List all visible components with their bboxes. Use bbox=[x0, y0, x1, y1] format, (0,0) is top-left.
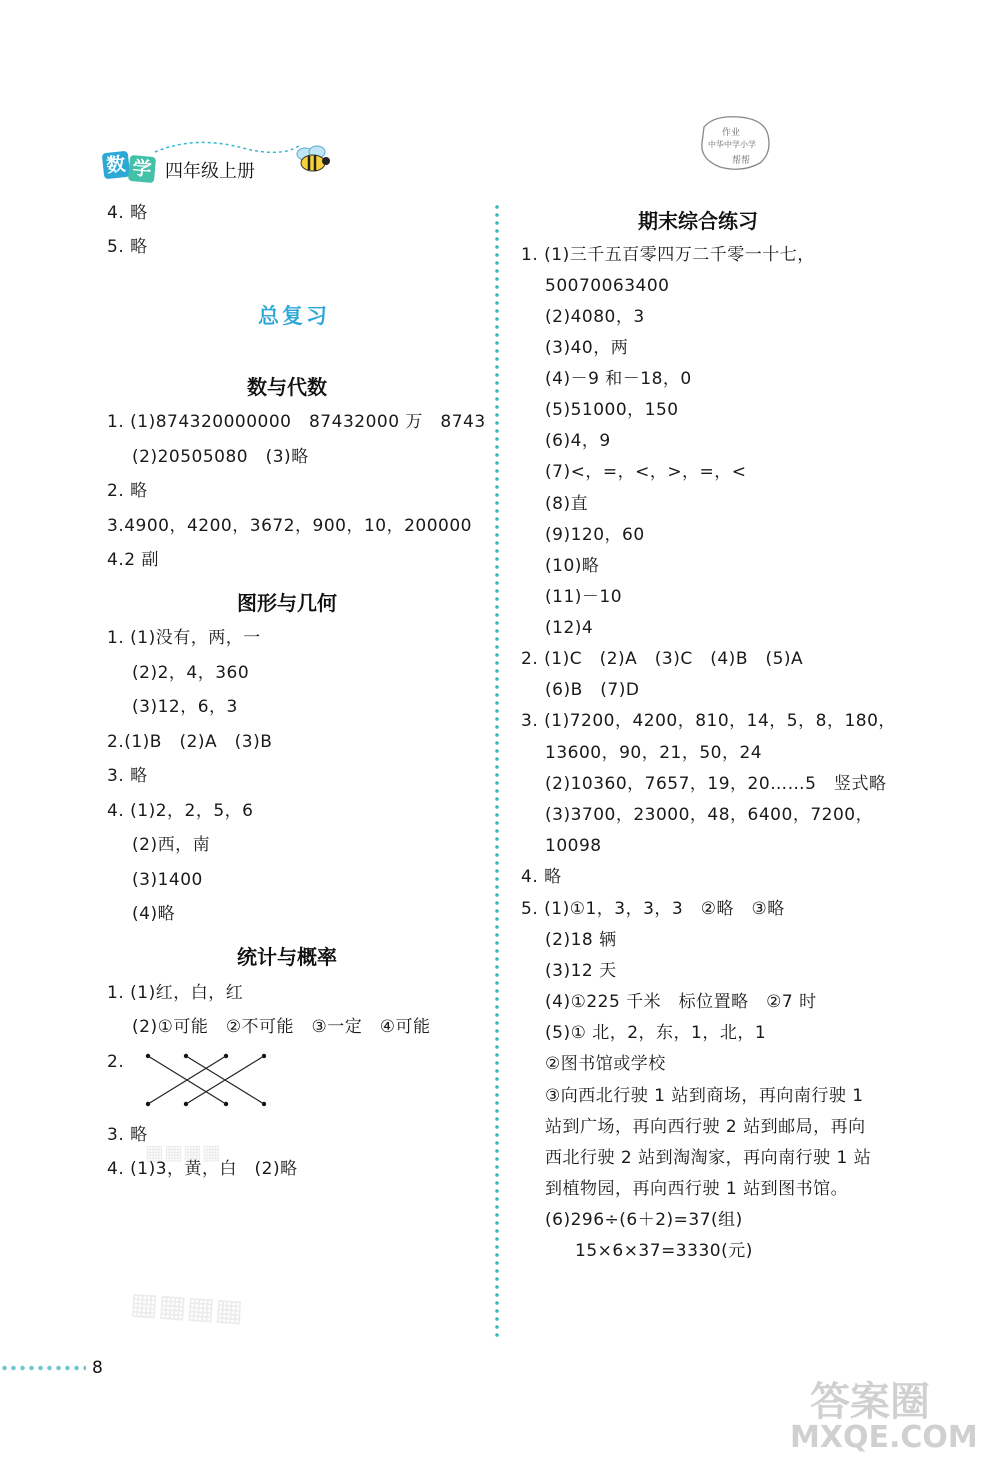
answer-line: 2. 略 bbox=[107, 481, 148, 501]
section-title-right: 期末综合练习 bbox=[638, 209, 758, 233]
stamp-mark bbox=[694, 113, 774, 173]
answer-line: 1. (1)没有，两，一 bbox=[107, 628, 261, 648]
bee-icon bbox=[293, 144, 337, 176]
answer-line: (4)略 bbox=[132, 904, 176, 924]
answer-line: 4. 略 bbox=[107, 203, 148, 223]
stamp-line-3: 帮帮 bbox=[732, 156, 751, 166]
answer-line: 3. 略 bbox=[107, 1125, 148, 1145]
subsection-title: 数与代数 bbox=[247, 375, 327, 399]
answer-line: (6)4，9 bbox=[545, 431, 611, 451]
subject-char-1: 数 bbox=[102, 151, 131, 180]
answer-line: 2.(1)B (2)A (3)B bbox=[107, 732, 273, 752]
answer-line: (3)1400 bbox=[132, 870, 203, 890]
brand-watermark: 答案圈 bbox=[810, 1379, 930, 1425]
subject-char-2: 学 bbox=[128, 155, 156, 183]
answer-line: ②图书馆或学校 bbox=[545, 1054, 666, 1074]
answer-line: (3)12 天 bbox=[545, 961, 617, 981]
answer-line: 3. (1)7200，4200，810，14，5，8，180， bbox=[521, 711, 896, 731]
answer-line: 3.4900，4200，3672，900，10，200000 bbox=[107, 516, 472, 536]
matching-diagram bbox=[140, 1050, 280, 1110]
answer-line: (3)40，两 bbox=[545, 338, 629, 358]
answer-line: 4.2 副 bbox=[107, 550, 159, 570]
answer-line: 5. (1)①1，3，3，3 ②略 ③略 bbox=[521, 899, 785, 919]
answer-line: (4)－9 和－18，0 bbox=[545, 369, 692, 389]
answer-line: (3)12，6，3 bbox=[132, 697, 238, 717]
wave-decoration-icon bbox=[153, 138, 303, 158]
url-watermark: MXQE.COM bbox=[790, 1420, 978, 1455]
answer-line: (9)120，60 bbox=[545, 525, 645, 545]
answer-line: 4. (1)2，2，5，6 bbox=[107, 801, 254, 821]
stamp-line-2: 中华中学小学 bbox=[708, 140, 756, 149]
page-number: 8 bbox=[92, 1358, 103, 1378]
answer-line: (2)①可能 ②不可能 ③一定 ④可能 bbox=[132, 1017, 431, 1037]
answer-line: 3. 略 bbox=[107, 766, 148, 786]
answer-line: (2)20505080 (3)略 bbox=[132, 447, 309, 467]
answer-line: 站到广场，再向西行驶 2 站到邮局，再向 bbox=[545, 1117, 866, 1137]
subsection-title: 图形与几何 bbox=[237, 591, 337, 615]
stamp-line-1: 作业 bbox=[722, 128, 741, 138]
answer-line: 15×6×37=3330(元) bbox=[575, 1241, 753, 1261]
answer-line: 1. (1)874320000000 87432000 万 8743 bbox=[107, 412, 486, 432]
answer-line: (5)51000，150 bbox=[545, 400, 679, 420]
book-header-badge bbox=[103, 138, 343, 184]
answer-line: (12)4 bbox=[545, 618, 594, 638]
answer-line: (4)①225 千米 标位置略 ②7 时 bbox=[545, 992, 817, 1012]
answer-line: 5. 略 bbox=[107, 237, 148, 257]
answer-line: (6)296÷(6＋2)=37(组) bbox=[545, 1210, 743, 1230]
answer-line: 到植物园，再向西行驶 1 站到图书馆。 bbox=[545, 1179, 849, 1199]
answer-line: 1. (1)红，白，红 bbox=[107, 983, 244, 1003]
answer-line: (2)18 辆 bbox=[545, 930, 617, 950]
answer-line: 2. bbox=[107, 1052, 125, 1072]
grade-label: 四年级上册 bbox=[165, 161, 255, 182]
answer-line: (11)－10 bbox=[545, 587, 623, 607]
answer-line: (8)直 bbox=[545, 494, 589, 514]
answer-line: (10)略 bbox=[545, 556, 600, 576]
column-divider bbox=[494, 203, 500, 1341]
answer-line: 2. (1)C (2)A (3)C (4)B (5)A bbox=[521, 649, 804, 669]
answer-line: ③向西北行驶 1 站到商场，再向南行驶 1 bbox=[545, 1086, 864, 1106]
answer-line: (5)① 北，2，东，1，北，1 bbox=[545, 1023, 767, 1043]
answer-line: (2)西，南 bbox=[132, 835, 211, 855]
answer-line: 西北行驶 2 站到淘淘家，再向南行驶 1 站 bbox=[545, 1148, 872, 1168]
answer-line: 13600，90，21，50，24 bbox=[545, 743, 763, 763]
answer-line: (7)<，=，<，>，=，< bbox=[545, 462, 747, 482]
answer-line: (2)4080，3 bbox=[545, 307, 645, 327]
answer-line: (3)3700，23000，48，6400，7200， bbox=[545, 805, 874, 825]
answer-line: 50070063400 bbox=[545, 276, 670, 296]
subsection-title: 统计与概率 bbox=[237, 945, 337, 969]
answer-line: (2)10360，7657，19，20……5 竖式略 bbox=[545, 774, 887, 794]
section-title: 总复习 bbox=[258, 304, 330, 328]
faint-watermark: ▦▦▦▦ bbox=[128, 1286, 245, 1329]
faint-watermark: ▦▦▦▦ bbox=[145, 1140, 221, 1164]
answer-line: 4. 略 bbox=[521, 867, 562, 887]
answer-line: 10098 bbox=[545, 836, 602, 856]
footer-dots-decoration bbox=[0, 1362, 86, 1374]
answer-line: 1. (1)三千五百零四万二千零一十七， bbox=[521, 245, 815, 265]
answer-line: (6)B (7)D bbox=[545, 680, 640, 700]
answer-line: 4. (1)3，黄，白 (2)略 bbox=[107, 1159, 298, 1179]
answer-line: (2)2，4，360 bbox=[132, 663, 250, 683]
